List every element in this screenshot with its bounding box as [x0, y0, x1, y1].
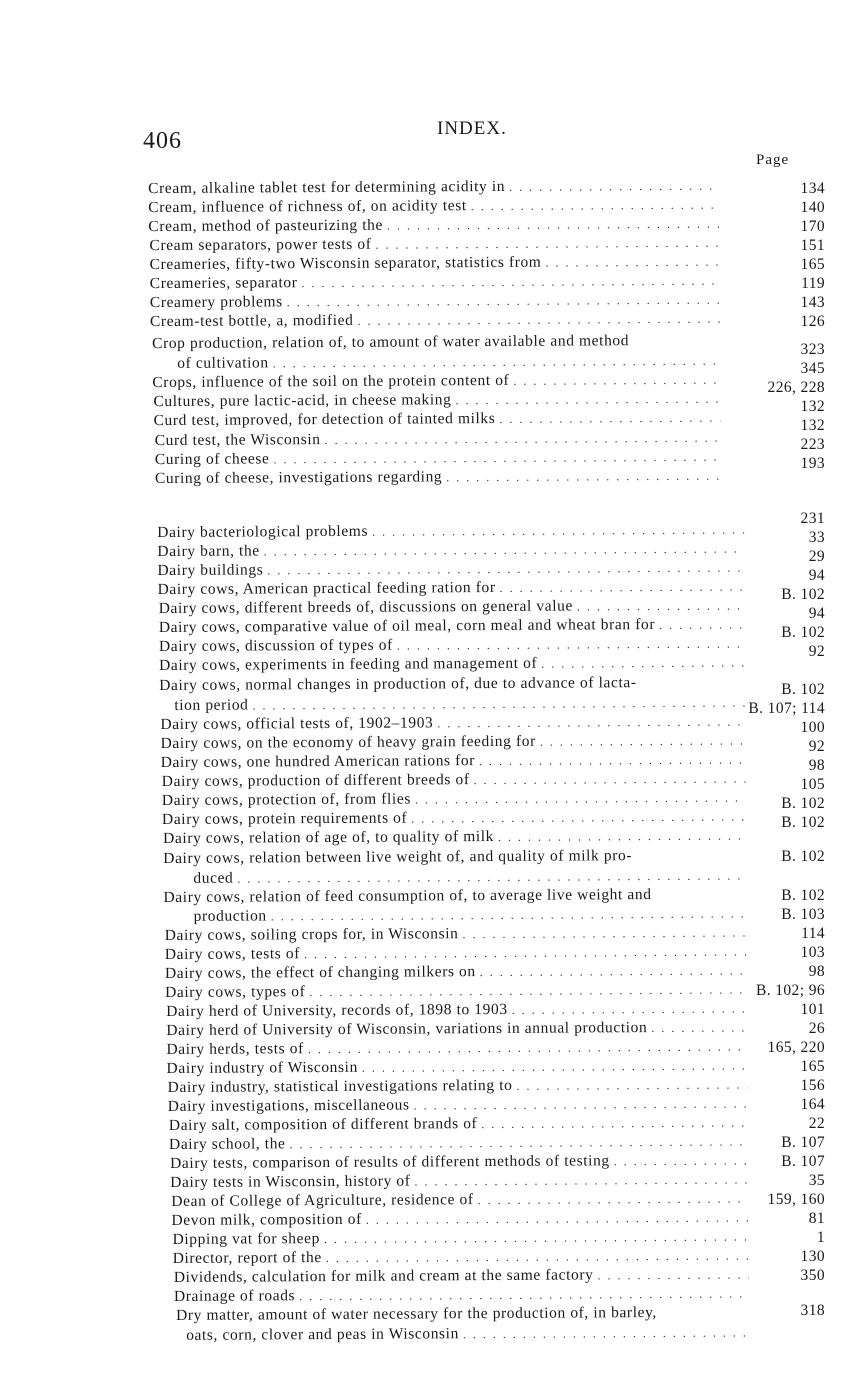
entry-text: Dairy cows, the effect of changing milkers on — [164, 963, 476, 983]
dot-leader — [597, 1265, 748, 1285]
dot-leader — [499, 409, 720, 429]
entry-text: Drainage of roads — [173, 1287, 296, 1305]
entry-text: Dairy school, the — [168, 1135, 286, 1153]
entry-page-ref: 350 — [800, 1267, 825, 1284]
entry-page-ref: 92 — [808, 738, 825, 755]
entry-text: Dairy cows, types of — [165, 983, 306, 1002]
entry-text: Devon milk, composition of — [171, 1210, 362, 1229]
entry-text: Cultures, pure lactic-acid, in cheese making — [153, 391, 452, 411]
entry-text: Dairy industry, statistical investigations relating to — [167, 1076, 513, 1096]
entry-text: Dairy cows, comparative value of oil meal, corn meal and wheat bran for — [158, 616, 656, 637]
entry-text: Dairy cows, normal changes in production of, due to advance of lacta- — [159, 674, 637, 695]
index-entry — [155, 466, 725, 489]
entry-text: Dairy cows, discussion of types of — [158, 636, 393, 656]
entry-text: Dairy salt, composition of different brands of — [168, 1115, 478, 1134]
entry-page-ref: B. 102; 96 — [755, 982, 825, 999]
entry-page-ref: 101 — [800, 1001, 825, 1018]
entry-page-ref: 92 — [808, 643, 825, 660]
dot-leader — [577, 596, 745, 616]
entry-text: Dairy cows, relation between live weight of, and quality of milk pro- — [163, 847, 633, 868]
entry-page-ref: 165 — [800, 256, 825, 273]
entry-text: Dairy tests in Wisconsin, history of — [170, 1172, 411, 1191]
entry-page-ref: B. 102 — [781, 624, 825, 641]
entry-text: Cream, alkaline tablet test for determining acidity in — [148, 177, 506, 198]
entry-page-ref: 134 — [800, 180, 825, 197]
entry-page-ref: 231 — [800, 510, 825, 527]
entry-page-ref: 22 — [808, 1115, 825, 1132]
entry-text: Dairy cows, American practical feeding ration for — [157, 578, 496, 599]
entry-page-ref: 323 — [800, 341, 825, 358]
entry-text: Dairy barn, the — [157, 542, 260, 561]
entry-page-ref: 130 — [800, 1248, 825, 1265]
entry-text: Dean of College of Agriculture, residence of — [171, 1191, 474, 1210]
entry-text: Dairy herds, tests of — [166, 1040, 304, 1059]
index-entry — [176, 1302, 753, 1325]
entry-text: Dairy cows, different breeds of, discussions on general value — [158, 597, 573, 618]
entry-text: Dairy cows, production of different breeds of — [161, 771, 470, 791]
entry-text: Dairy tests, comparison of results of different methods of testing — [170, 1152, 610, 1172]
entry-page-ref: 165, 220 — [767, 1039, 825, 1056]
entry-page-ref: 33 — [808, 529, 825, 546]
entry-text: tion period — [174, 696, 249, 714]
dot-leader — [446, 467, 721, 488]
entry-text: Cream-test bottle, a, modified — [149, 311, 354, 331]
entry-page-ref: B. 102 — [781, 848, 825, 865]
entry-page-ref: 105 — [800, 776, 825, 793]
entry-page-ref: 94 — [808, 605, 825, 622]
entry-page-ref: 132 — [800, 398, 825, 415]
entry-page-ref: 151 — [800, 237, 825, 254]
entry-page-ref: 29 — [808, 548, 825, 565]
entry-text: Dairy cows, one hundred American rations for — [160, 752, 476, 772]
entry-text: Creamery problems — [149, 293, 283, 312]
entry-page-ref: 164 — [800, 1096, 825, 1113]
entry-text: Dry matter, amount of water necessary for the production of, in barley, — [175, 1304, 657, 1324]
dot-leader — [463, 1323, 749, 1344]
entry-page-ref: 223 — [800, 436, 825, 453]
dot-leader — [651, 1018, 747, 1038]
entry-text: Curd test, improved, for detection of tainted milks — [153, 409, 496, 430]
page-number: 406 — [143, 128, 182, 154]
entry-text: Dairy cows, relation of age of, to quality of milk — [163, 827, 495, 848]
entry-page-ref: B. 102 — [781, 887, 825, 904]
entry-page-ref: 170 — [800, 218, 825, 235]
entry-text: Creameries, fifty-two Wisconsin separator, statistics from — [149, 253, 542, 274]
dot-leader — [659, 615, 745, 635]
entry-text: Curing of cheese, investigations regarding — [154, 468, 443, 488]
entry-text: Dairy cows, on the economy of heavy grain feeding for — [160, 732, 536, 753]
index-entry — [159, 672, 749, 695]
entry-page-ref: B. 102 — [781, 814, 825, 831]
entry-text: Dairy cows, tests of — [164, 945, 301, 964]
dot-leader — [498, 826, 746, 847]
entry-page-ref: B. 102 — [781, 795, 825, 812]
entry-text: of cultivation — [177, 354, 269, 372]
entry-page-ref: 94 — [808, 567, 825, 584]
entry-text: oats, corn, clover and peas in Wisconsin — [186, 1325, 459, 1344]
entry-text: Cream, method of pasteurizing the — [148, 216, 384, 236]
entry-page-ref: B. 107; 114 — [748, 700, 825, 717]
entry-page-ref: B. 107 — [781, 1153, 825, 1170]
entry-page-ref: B. 102 — [781, 681, 825, 698]
entry-text: Dipping vat for sheep — [172, 1230, 320, 1248]
entry-page-ref: 140 — [800, 199, 825, 216]
entry-page-ref: 159, 160 — [767, 1191, 825, 1208]
entry-text: Dairy cows, protein requirements of — [161, 809, 408, 829]
dot-leader — [357, 310, 720, 331]
entry-page-ref: 156 — [800, 1077, 825, 1094]
entry-text: Dairy cows, soiling crops for, in Wisconsin — [164, 925, 459, 945]
running-head: INDEX. — [437, 118, 507, 139]
entry-text: Crop production, relation of, to amount of water available and method — [152, 332, 630, 353]
entry-text: production — [193, 907, 267, 925]
entry-page-ref: 35 — [808, 1172, 825, 1189]
dot-leader — [541, 653, 745, 673]
index-entry — [163, 845, 750, 868]
entry-page-ref: 1 — [816, 1229, 825, 1246]
entry-page-ref: 226, 228 — [767, 379, 825, 396]
entry-text: Dairy buildings — [157, 561, 264, 580]
entry-text: duced — [193, 869, 234, 887]
dot-leader — [545, 253, 719, 273]
entry-page-ref: B. 102 — [781, 586, 825, 603]
entry-page-ref: 114 — [801, 925, 825, 942]
entry-text: Director, report of the — [172, 1249, 322, 1267]
entry-page-ref: 345 — [800, 360, 825, 377]
entry-text: Creameries, separator — [149, 274, 298, 293]
entry-text: Dairy cows, experiments in feeding and management of — [159, 654, 538, 675]
entry-text: Dairy cows, protection of, from flies — [161, 790, 411, 810]
index-entry — [152, 331, 724, 353]
entry-text: Dividends, calculation for milk and cream at the same factory — [173, 1266, 594, 1286]
entry-text: Dairy industry of Wisconsin — [166, 1058, 358, 1078]
entry-text: Dairy cows, relation of feed consumption of, to average live weight and — [163, 886, 652, 907]
index-entry — [150, 309, 724, 333]
entry-page-ref: 143 — [800, 294, 825, 311]
entry-page-ref: 132 — [800, 417, 825, 434]
entry-text: Curing of cheese — [154, 450, 270, 469]
dot-leader — [614, 1151, 748, 1171]
entry-page-ref: B. 103 — [781, 906, 825, 923]
entry-page-ref: 26 — [808, 1020, 825, 1037]
entry-page-ref: 100 — [800, 719, 825, 736]
entry-page-ref: 103 — [800, 944, 825, 961]
entry-text: Crops, influence of the soil on the protein content of — [152, 371, 510, 392]
index-entry — [186, 1322, 753, 1345]
entry-text: Dairy cows, official tests of, 1902–1903 — [160, 714, 434, 734]
entry-text: Dairy herd of University, records of, 1898 to 1903 — [166, 1000, 508, 1021]
entry-text: Cream separators, power tests of — [149, 235, 372, 255]
entry-page-ref: 126 — [800, 313, 825, 330]
entry-page-ref: B. 107 — [781, 1134, 825, 1151]
entry-text: Dairy bacteriological problems — [157, 522, 369, 542]
entry-text: Cream, influence of richness of, on acidity test — [148, 197, 467, 217]
entry-page-ref: 81 — [808, 1210, 825, 1227]
page-column-label: Page — [756, 152, 790, 168]
entry-text: Dairy herd of University of Wisconsin, variations in annual production — [166, 1019, 648, 1040]
entry-page-ref: 119 — [801, 275, 825, 292]
entry-page-ref: 98 — [808, 963, 825, 980]
entry-page-ref: 98 — [808, 757, 825, 774]
entry-page-ref: 165 — [800, 1058, 825, 1075]
entry-page-ref: 193 — [800, 455, 825, 472]
entry-page-ref: 318 — [800, 1302, 825, 1319]
entry-text: Curd test, the Wisconsin — [154, 431, 321, 450]
entry-text: Dairy investigations, miscellaneous — [167, 1096, 410, 1115]
